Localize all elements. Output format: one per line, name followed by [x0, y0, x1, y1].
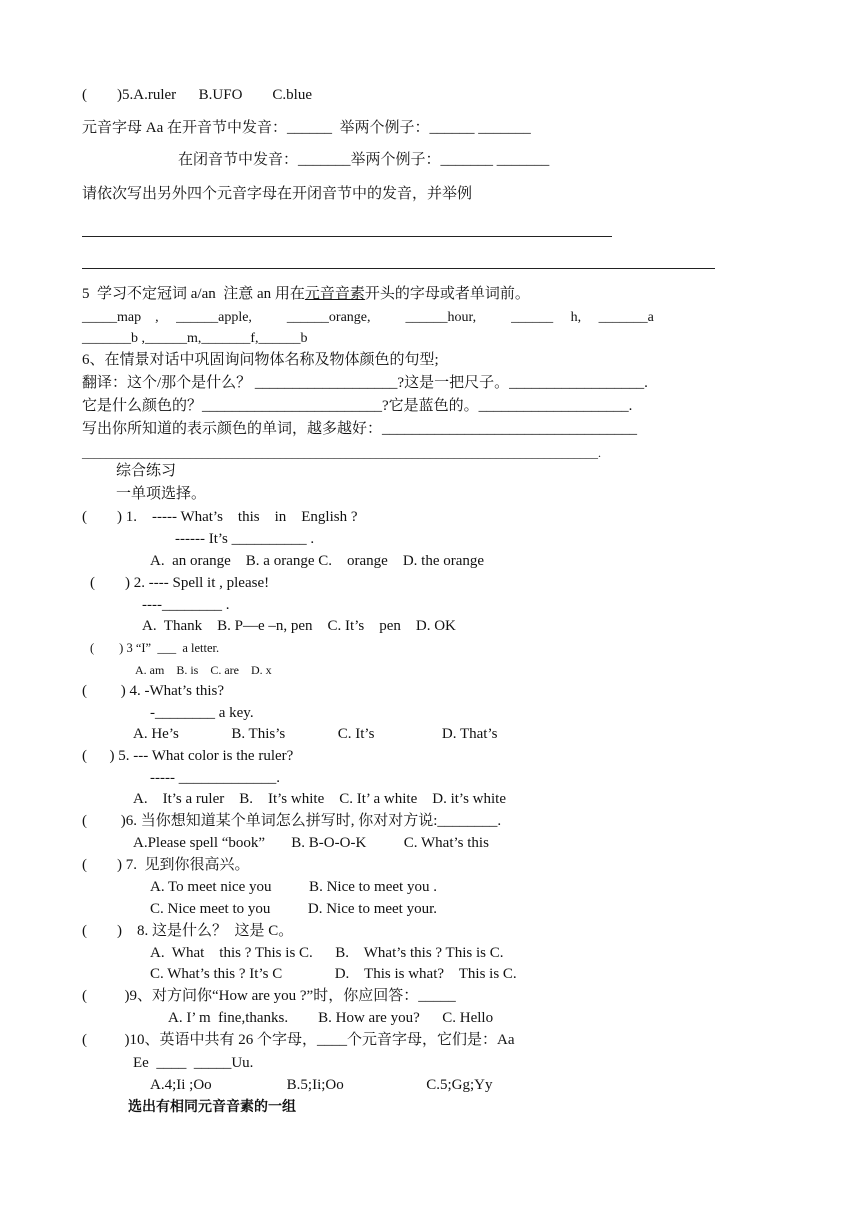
vowel-a-closed-syllable-line: 在闭音节中发音：_______举两个例子：_______ _______: [178, 152, 550, 168]
q7-options-ab: A. To meet nice you B. Nice to meet you .: [150, 879, 437, 895]
vowel-a-open-syllable-line: 元音字母 Aa 在开音节中发音：______ 举两个例子：______ _______: [82, 120, 531, 136]
single-choice-heading: 一单项选择。: [116, 486, 207, 502]
q9-options: A. I’ m fine,thanks. B. How are you? C. Hello: [168, 1010, 494, 1026]
section-5-text-b: 开头的字母或者单词前。: [364, 286, 530, 302]
exercise-row-5-ruler-ufo-blue: ( )5.A.ruler B.UFO C.blue: [82, 87, 312, 103]
q6-stem: ( )6. 当你想知道某个单词怎么拼写时, 你对对方说:________.: [82, 813, 502, 829]
same-vowel-heading: 选出有相同元音音素的一组: [128, 1100, 296, 1115]
answer-rule-1: [82, 236, 612, 237]
q8-options-cd: C. What’s this ? It’s C D. This is what? This is C.: [150, 966, 517, 982]
q4-stem: ( ) 4. -What’s this?: [82, 683, 225, 699]
translation-line-2: 它是什么颜色的？________________________?它是蓝色的。____________________.: [82, 398, 633, 414]
section-6-heading: 6、在情景对话中巩固询问物体名称及物体颜色的句型;: [82, 352, 439, 368]
q2-response: ----________ .: [142, 597, 230, 613]
answer-rule-2: [82, 268, 715, 269]
q10-stem-continuation: Ee ____ _____Uu.: [133, 1055, 254, 1071]
q1-response: ------ It’s __________ .: [175, 531, 315, 547]
q1-options: A. an orange B. a orange C. orange D. the orange: [150, 553, 485, 569]
color-words-continuation: ______________________________________________________________________________________.: [82, 446, 601, 460]
translation-line-1: 翻译：这个/那个是什么？ ___________________?这是一把尺子。__________________.: [82, 375, 648, 391]
q5-options: A. It’s a ruler B. It’s white C. It’ a white D. it’s white: [133, 791, 507, 807]
q8-options-ab: A. What this ? This is C. B. What’s this ? This is C.: [150, 945, 504, 961]
q1-stem: ( ) 1. ----- What’s this in English ?: [82, 509, 358, 525]
q3-stem: ( ) 3 “I” ___ a letter.: [90, 641, 220, 655]
q2-options: A. Thank B. P—e –n, pen C. It’s pen D. OK: [142, 618, 456, 634]
q5-stem: ( ) 5. --- What color is the ruler?: [82, 748, 294, 764]
q4-response: -________ a key.: [150, 705, 254, 721]
article-blanks-row-2: _______b ,______m,_______f,______b: [82, 331, 308, 346]
section-5-text-a: 5 学习不定冠词 a/an 注意 an 用在: [82, 286, 305, 302]
comprehensive-practice-heading: 综合练习: [116, 463, 177, 479]
q4-options: A. He’s B. This’s C. It’s D. That’s: [133, 726, 498, 742]
q9-stem: ( )9、对方问你“How are you ?”时，你应回答：_____: [82, 988, 456, 1004]
q3-options: A. am B. is C. are D. x: [135, 663, 272, 677]
q6-options: A.Please spell “book” B. B-O-O-K C. What’s this: [133, 835, 489, 851]
q5-response: ----- _____________.: [150, 770, 280, 786]
section-5-indefinite-article: [82, 285, 530, 303]
q10-stem: ( )10、英语中共有 26 个字母，____个元音字母，它们是：Aa: [82, 1032, 515, 1048]
other-vowels-instruction: 请依次写出另外四个元音字母在开闭音节中的发音，并举例: [82, 186, 473, 202]
q7-stem: ( ) 7. 见到你很高兴。: [82, 857, 250, 873]
q8-stem: ( ) 8. 这是什么？ 这是 C。: [82, 923, 294, 939]
q2-stem: ( ) 2. ---- Spell it , please!: [90, 575, 270, 591]
article-blanks-row-1: _____map , ______apple, ______orange, ______hour, ______ h, _______a: [82, 310, 654, 325]
q10-options: A.4;Ii ;Oo B.5;Ii;Oo C.5;Gg;Yy: [150, 1077, 493, 1093]
color-words-line: 写出你所知道的表示颜色的单词，越多越好：__________________________________: [82, 421, 638, 437]
q7-options-cd: C. Nice meet to you D. Nice to meet your.: [150, 901, 438, 917]
section-5-underlined-term: 元音音素: [304, 286, 365, 302]
